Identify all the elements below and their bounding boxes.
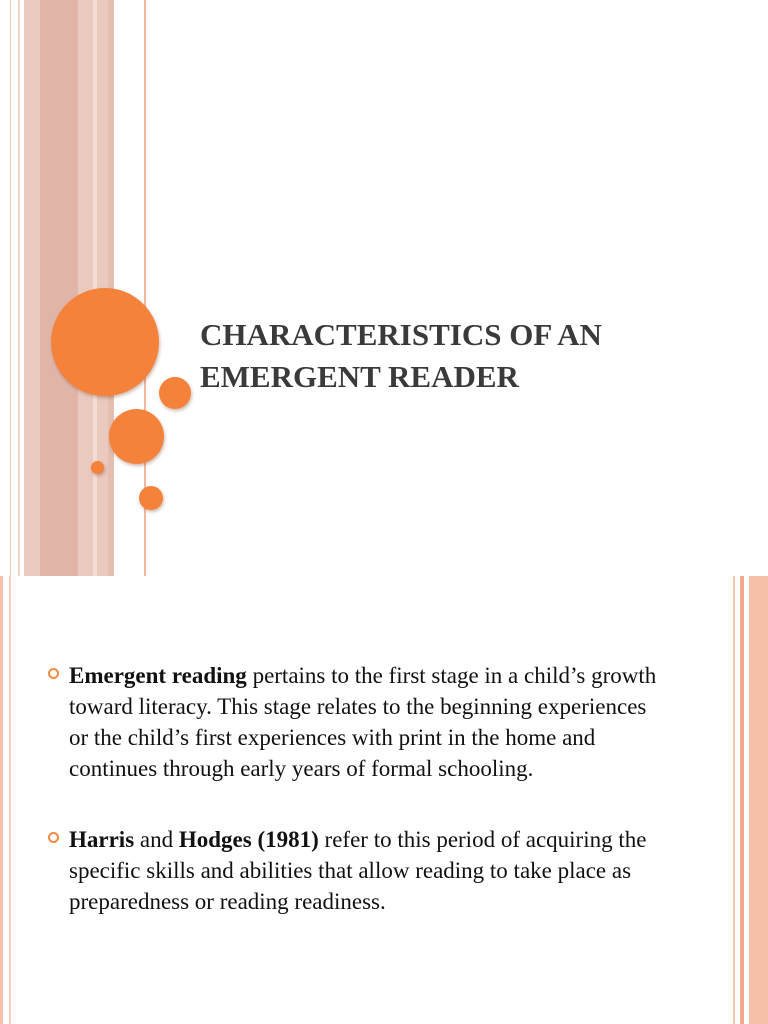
bullet-list: [48, 660, 668, 957]
list-item: [48, 824, 668, 917]
decorative-circle: [159, 377, 191, 409]
decorative-stripe: [40, 0, 78, 576]
circle-bullet-icon: [48, 832, 59, 843]
decorative-stripe: [740, 576, 744, 1024]
title-line-2: EMERGENT READER: [200, 359, 519, 394]
decorative-stripe: [9, 576, 11, 1024]
bullet-connector: and: [134, 827, 179, 852]
list-item: [48, 660, 668, 784]
decorative-stripe: [10, 0, 11, 576]
bullet-body: pertains to the first stage in a child’s growth toward literacy. This stage relates to the beginning experiences or the child’s first experiences with print in the home and continues through early years of formal schooling.: [69, 663, 657, 781]
content-slide: [0, 576, 768, 1024]
decorative-circle: [91, 461, 104, 474]
decorative-circle-large: [51, 288, 159, 396]
bullet-bold-term: Emergent reading: [69, 663, 247, 688]
bullet-bold-author: Harris: [69, 827, 135, 852]
decorative-stripe: [733, 576, 735, 1024]
bullet-bold-citation: Hodges (1981): [178, 827, 319, 852]
bullet-body: refer to this period of acquiring the specific skills and abilities that allow reading to take place as preparedness or reading readiness.: [69, 827, 647, 914]
decorative-stripe: [0, 576, 3, 1024]
slide-title: [200, 314, 720, 398]
decorative-stripe: [18, 0, 20, 576]
decorative-stripe: [749, 576, 768, 1024]
decorative-circle: [109, 409, 164, 464]
circle-bullet-icon: [48, 668, 59, 679]
bullet-text: [69, 824, 668, 917]
bullet-text: [69, 660, 668, 784]
decorative-circle: [139, 486, 163, 510]
title-line-1: CHARACTERISTICS OF AN: [200, 317, 602, 352]
